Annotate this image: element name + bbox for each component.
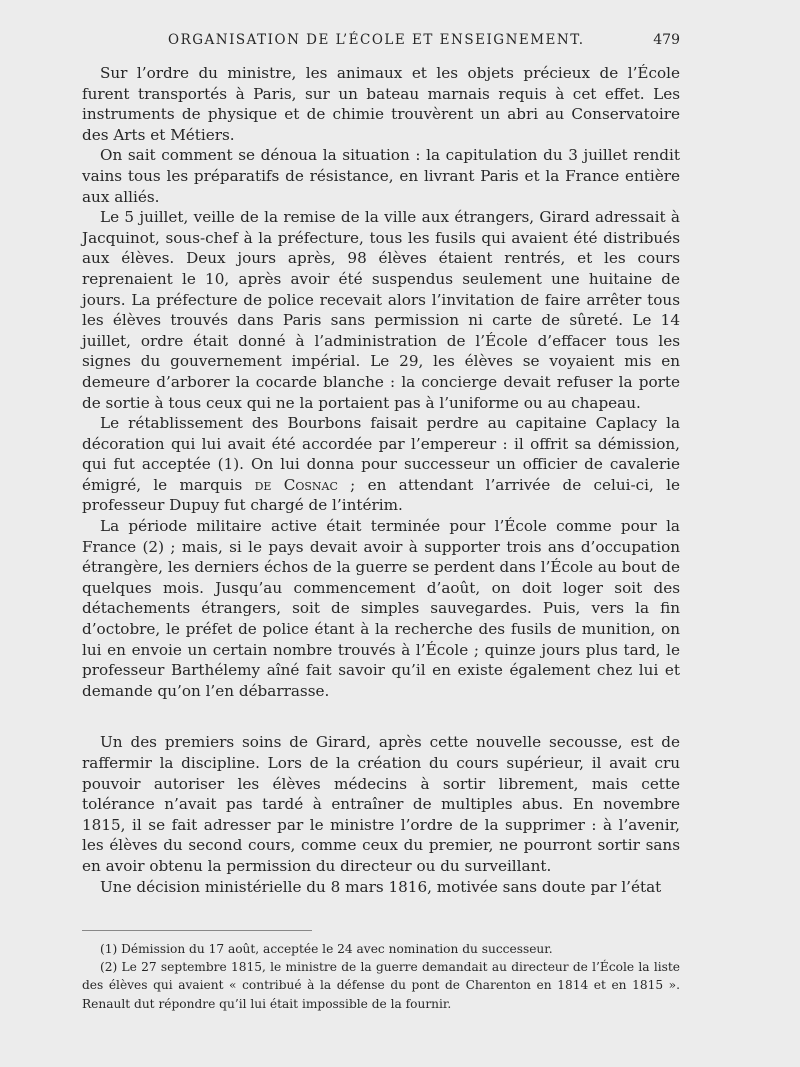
footnote-separator (82, 930, 312, 931)
footnote-1: (1) Démission du 17 août, acceptée le 24 avec nomination du successeur. (100, 942, 553, 956)
paragraph-3: Le 5 juillet, veille de la remise de la ville aux étrangers, Girard adressait à Jacquinot, sous-chef à la préfecture, tous les fusils qui avaient été distribués aux élèves. Deux jours après, 98 élèves étaient rentrés, et les cours reprenaient le 10, après avoir été suspendus seulement une huitaine de jours. La préfecture de police recevait alors l’invitation de faire arrêter tous les élèves trouvés dans Paris sans permission ni carte de sûreté. Le 14 juillet, ordre était donné à l’administration de l’École d’effacer tous les signes du gouvernement impérial. Le 29, les élèves se voyaient mis en demeure d’arborer la cocarde blanche : la concierge devait refuser la porte de sortie à tous ceux qui ne la portaient pas à l’uniforme ou au chapeau. (82, 208, 680, 412)
paragraph-1: Sur l’ordre du ministre, les animaux et les objets précieux de l’École furent transportés à Paris, sur un bateau marnais requis à cet effet. Les instruments de physique et de chimie trouvèrent un abri au Conservatoire des Arts et Métiers. (82, 64, 680, 144)
main-text (82, 63, 680, 897)
running-header (82, 32, 680, 52)
paragraph-5: La période militaire active était terminée pour l’École comme pour la France (2) ; mais, si le pays devait avoir à supporter trois ans d’occupation étrangère, les derniers échos de la guerre se perdent dans l’École au bout de quelques mois. Jusqu’au commencement d’août, on doit loger soit des détachements étrangers, soit de simples sauvegardes. Puis, vers la fin d’octobre, le préfet de police étant à la recherche des fusils de munition, on lui en envoie un certain nombre trouvés à l’École ; quinze jours plus tard, le professeur Barthélemy aîné fait savoir qu’il en existe également chez lui et demande qu’on l’en débarrasse. (82, 517, 680, 700)
paragraph-4-text-after: ; en attendant l’arrivée de celui-ci, le professeur Dupuy fut chargé de l’intérim. (82, 475, 680, 515)
paragraph-2: On sait comment se dénoua la situation : la capitulation du 3 juillet rendit vains tous les préparatifs de résistance, en livrant Paris et la France entière aux alliés. (82, 146, 680, 206)
paragraph-7: Une décision ministérielle du 8 mars 1816, motivée sans doute par l’état (100, 877, 662, 896)
running-title: ORGANISATION DE L’ÉCOLE ET ENSEIGNEMENT. (168, 32, 585, 48)
footnote-2: (2) Le 27 septembre 1815, le ministre de la guerre demandait au directeur de l’École la liste des élèves qui avaient « contribué à la défense du pont de Charenton en 1814 et en 1815 ». Renault dut répondre qu’il lui était impossible de la fournir. (82, 960, 680, 1011)
paragraph-4-text-before: Le rétablissement des Bourbons faisait perdre au capitaine Caplacy la décoration qui lui avait été accordée par l’empereur : il offrit sa démission, qui fut acceptée (1). On lui donna pour successeur un officier de cavalerie émigré, le marquis (82, 414, 680, 494)
footnotes (82, 940, 680, 1013)
paragraph-4 (82, 413, 680, 516)
page-number: 479 (653, 32, 680, 48)
person-name-cosnac: de Cosnac (254, 475, 338, 494)
paragraph-6: Un des premiers soins de Girard, après cette nouvelle secousse, est de raffermir la discipline. Lors de la création du cours supérieur, il avait cru pouvoir autoriser les élèves médecins à sortir librement, mais cette tolérance n’avait pas tardé à entraîner de multiples abus. En novembre 1815, il se fait adresser par le ministre l’ordre de la supprimer : à l’avenir, les élèves du second cours, comme ceux du premier, ne pourront sortir sans en avoir obtenu la permission du directeur ou du surveillant. (82, 733, 680, 875)
